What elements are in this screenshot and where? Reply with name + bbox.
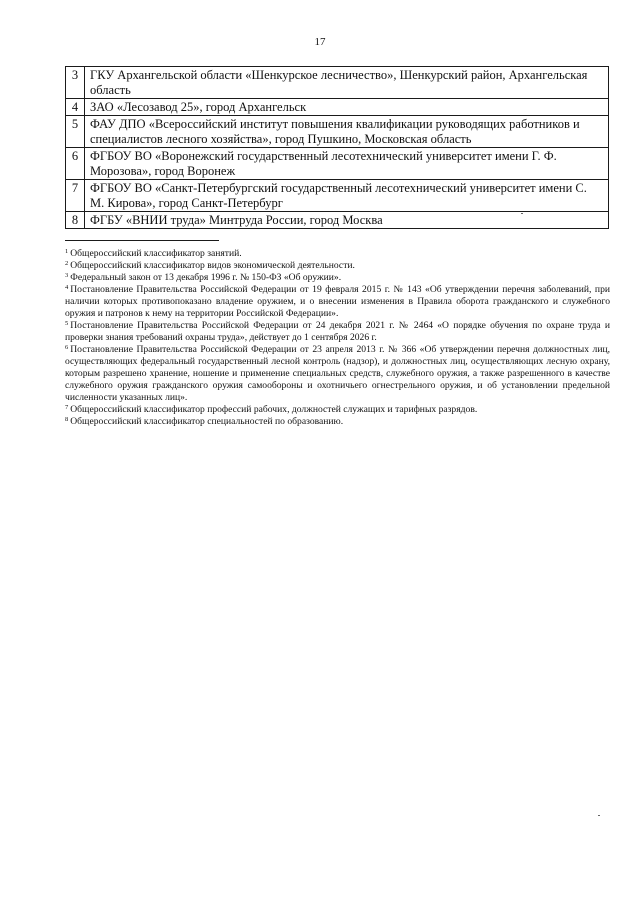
footnote-text: Общероссийский классификатор профессий рабочих, должностей служащих и тарифных разрядов. — [70, 404, 478, 415]
organization-name: ФАУ ДПО «Всероссийский институт повышения квалификации руководящих работников и специалистов лесного хозяйства», город Пушкино, Московская область — [85, 116, 609, 148]
table-row — [66, 212, 609, 229]
footnote-text: Постановление Правительства Российской Федерации от 24 декабря 2021 г. № 2464 «О порядке обучения по охране труда и проверки знания требований охраны труда», действует до 1 сентября 2026 г. — [65, 320, 610, 343]
footnote-mark: 5 — [65, 320, 69, 327]
row-number: 3 — [66, 67, 85, 99]
footnote-text: Общероссийский классификатор занятий. — [70, 248, 242, 259]
footnote — [65, 404, 610, 416]
table-row — [66, 180, 609, 212]
row-number: 7 — [66, 180, 85, 212]
footnotes — [65, 248, 610, 428]
footnote — [65, 260, 610, 272]
footnote-text: Постановление Правительства Российской Федерации от 19 февраля 2015 г. № 143 «Об утверждении перечня заболеваний, при наличии которых противопоказано владение оружием, и о внесении изменения в Правила оборота гражданского и служебного оружия и патронов к нему на территории Российской Федерации». — [65, 284, 610, 319]
footnote-mark: 6 — [65, 344, 69, 351]
scan-speck — [598, 815, 600, 816]
footnote-text: Общероссийский классификатор специальностей по образованию. — [70, 416, 344, 427]
page-number: 17 — [314, 36, 326, 48]
organization-name: ГКУ Архангельской области «Шенкурское лесничество», Шенкурский район, Архангельская область — [85, 67, 609, 99]
footnote-separator — [65, 240, 219, 241]
table-row — [66, 148, 609, 180]
scan-speck — [521, 213, 523, 214]
footnote — [65, 272, 610, 284]
footnote — [65, 320, 610, 344]
footnote — [65, 416, 610, 428]
row-number: 5 — [66, 116, 85, 148]
organization-name: ФГБОУ ВО «Воронежский государственный лесотехнический университет имени Г. Ф. Морозова», город Воронеж — [85, 148, 609, 180]
table-row — [66, 99, 609, 116]
table-row — [66, 116, 609, 148]
footnote-text: Федеральный закон от 13 декабря 1996 г. № 150-ФЗ «Об оружии». — [70, 272, 342, 283]
footnote-mark: 3 — [65, 272, 69, 279]
organization-name: ФГБОУ ВО «Санкт-Петербургский государственный лесотехнический университет имени С. М. Кирова», город Санкт-Петербург — [85, 180, 609, 212]
footnote-text: Общероссийский классификатор видов экономической деятельности. — [70, 260, 355, 271]
organization-name: ЗАО «Лесозавод 25», город Архангельск — [85, 99, 609, 116]
footnote-mark: 4 — [65, 284, 69, 291]
footnote-mark: 2 — [65, 260, 69, 267]
row-number: 6 — [66, 148, 85, 180]
footnote — [65, 344, 610, 404]
organizations-table — [65, 66, 609, 229]
footnote — [65, 284, 610, 320]
row-number: 4 — [66, 99, 85, 116]
table-row — [66, 67, 609, 99]
footnote-text: Постановление Правительства Российской Федерации от 23 апреля 2013 г. № 366 «Об утверждении перечня должностных лиц, осуществляющих федеральный государственный лесной контроль (надзор), и должностных лиц, осуществляющих лесную охрану, которым разрешено хранение, ношение и применение специальных средств, служебного оружия, а также разрешенного в качестве служебного оружия гражданского оружия самообороны и охотничьего огнестрельного оружия, и об установлении предельной численности указанных лиц». — [65, 344, 610, 403]
footnote-mark: 7 — [65, 404, 69, 411]
footnote — [65, 248, 610, 260]
footnote-mark: 1 — [65, 248, 69, 255]
footnote-mark: 8 — [65, 416, 69, 423]
organization-name: ФГБУ «ВНИИ труда» Минтруда России, город Москва — [85, 212, 609, 229]
row-number: 8 — [66, 212, 85, 229]
